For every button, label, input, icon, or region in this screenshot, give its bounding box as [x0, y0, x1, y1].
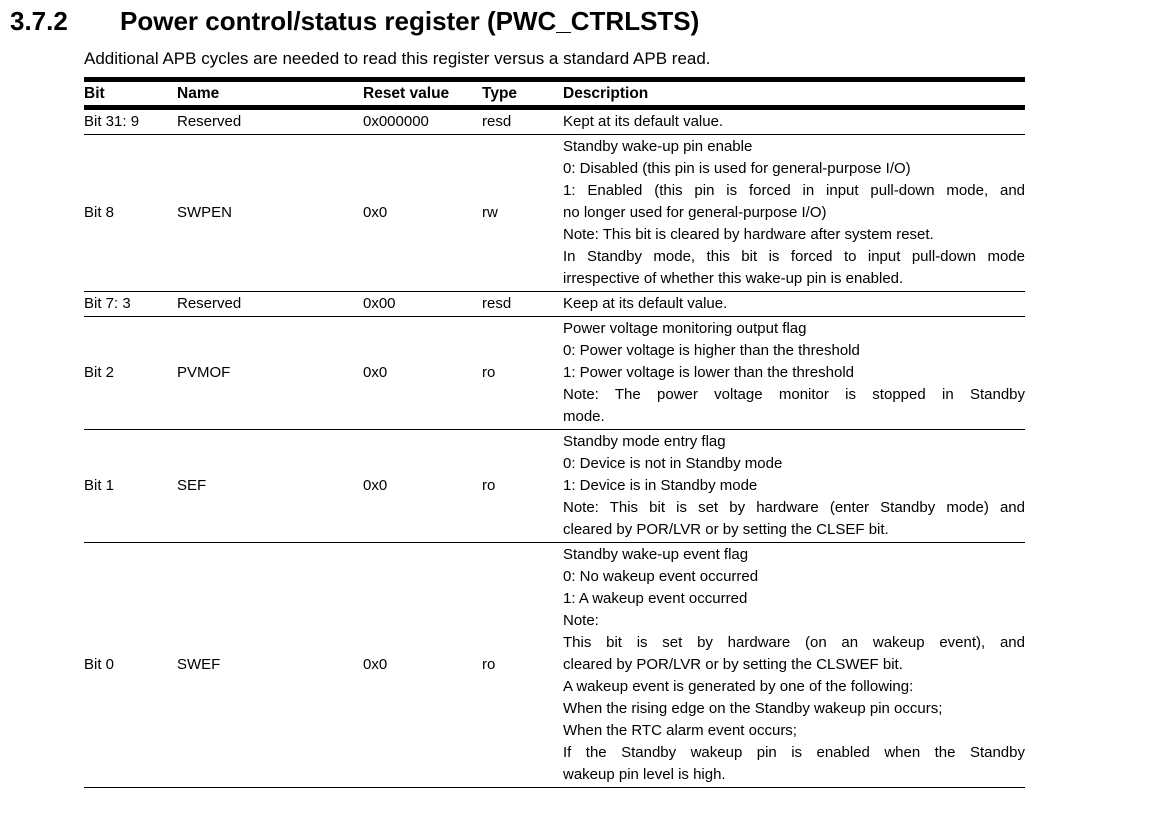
reset-value-cell: 0x0	[363, 477, 388, 494]
table-row-bit7-3	[84, 292, 1025, 317]
type-cell: ro	[482, 656, 496, 673]
bit-cell: Bit 1	[84, 477, 115, 494]
bit-cell: Bit 7: 3	[84, 295, 131, 312]
description-cell	[563, 543, 1025, 788]
section-number: 3.7.2	[10, 6, 68, 36]
desc-line: Power voltage monitoring output flag	[563, 320, 807, 337]
description-cell	[563, 317, 1025, 430]
reset-value-cell: 0x0	[363, 204, 388, 221]
table-row-bit2	[84, 317, 1025, 430]
bit-cell: Bit 8	[84, 204, 115, 221]
desc-line: no longer used for general-purpose I/O)	[563, 204, 827, 221]
desc-line: cleared by POR/LVR or by setting the CLSEF bit.	[563, 521, 889, 538]
desc-line: 0: Disabled (this pin is used for general-purpose I/O)	[563, 160, 911, 177]
desc-line: When the RTC alarm event occurs;	[563, 722, 797, 739]
desc-line: When the rising edge on the Standby wakeup pin occurs;	[563, 700, 943, 717]
desc-line: If the Standby wakeup pin is enabled when the Standby	[563, 744, 1025, 761]
col-header-name: Name	[177, 85, 220, 102]
desc-line: 0: No wakeup event occurred	[563, 568, 759, 585]
table-header	[84, 80, 1025, 108]
desc-line: In Standby mode, this bit is forced to input pull-down mode	[563, 248, 1025, 265]
reset-value-cell: 0x000000	[363, 113, 429, 130]
desc-line: Standby wake-up pin enable	[563, 138, 753, 155]
desc-line: wakeup pin level is high.	[563, 766, 726, 783]
col-header-description: Description	[563, 85, 649, 102]
desc-line: Standby mode entry flag	[563, 433, 726, 450]
desc-line: A wakeup event is generated by one of the following:	[563, 678, 914, 695]
name-cell: Reserved	[177, 295, 242, 312]
desc-line: mode.	[563, 408, 605, 425]
desc-line: 0: Power voltage is higher than the threshold	[563, 342, 860, 359]
table-row-bit1	[84, 430, 1025, 543]
desc-line: 1: Device is in Standby mode	[563, 477, 758, 494]
name-cell: SWEF	[177, 656, 221, 673]
name-cell: SWPEN	[177, 204, 233, 221]
desc-line: Standby wake-up event flag	[563, 546, 749, 563]
desc-line: 1: A wakeup event occurred	[563, 590, 748, 607]
bit-cell: Bit 31: 9	[84, 113, 140, 130]
header-row	[84, 80, 1025, 108]
name-cell: PVMOF	[177, 364, 231, 381]
section-heading	[0, 0, 1152, 36]
register-table	[84, 77, 1025, 788]
desc-line: Note:	[563, 612, 599, 629]
reset-value-cell: 0x00	[363, 295, 396, 312]
col-header-bit: Bit	[84, 85, 105, 102]
bit-cell: Bit 2	[84, 364, 115, 381]
type-cell: ro	[482, 477, 496, 494]
bit-cell: Bit 0	[84, 656, 115, 673]
table-row-bit8	[84, 135, 1025, 292]
desc-line: irrespective of whether this wake-up pin is enabled.	[563, 270, 904, 287]
type-cell: resd	[482, 113, 512, 130]
desc-line: This bit is set by hardware (on an wakeup event), and	[563, 634, 1025, 651]
description-cell	[563, 430, 1025, 543]
desc-line: Note: The power voltage monitor is stopped in Standby	[563, 386, 1025, 403]
name-cell: Reserved	[177, 113, 242, 130]
type-cell: rw	[482, 204, 498, 221]
col-header-reset-value: Reset value	[363, 85, 450, 102]
desc-line: cleared by POR/LVR or by setting the CLSWEF bit.	[563, 656, 903, 673]
reset-value-cell: 0x0	[363, 656, 388, 673]
description-cell	[563, 292, 1025, 317]
reset-value-cell: 0x0	[363, 364, 388, 381]
type-cell: ro	[482, 364, 496, 381]
desc-line: 1: Power voltage is lower than the threshold	[563, 364, 854, 381]
section-title: Power control/status register (PWC_CTRLSTS)	[120, 6, 700, 36]
type-cell: resd	[482, 295, 512, 312]
desc-line: 0: Device is not in Standby mode	[563, 455, 783, 472]
desc-line: Note: This bit is set by hardware (enter Standby mode) and	[563, 499, 1025, 516]
name-cell: SEF	[177, 477, 207, 494]
desc-line: Note: This bit is cleared by hardware after system reset.	[563, 226, 934, 243]
intro-paragraph: Additional APB cycles are needed to read this register versus a standard APB read.	[84, 49, 711, 68]
desc-line: 1: Enabled (this pin is forced in input pull-down mode, and	[563, 182, 1025, 199]
table-body	[84, 108, 1025, 788]
table-row-bit31-9	[84, 108, 1025, 135]
table-row-bit0	[84, 543, 1025, 788]
col-header-type: Type	[482, 85, 518, 102]
desc-line: Keep at its default value.	[563, 295, 728, 312]
description-cell	[563, 108, 1025, 135]
desc-line: Kept at its default value.	[563, 113, 724, 130]
description-cell	[563, 135, 1025, 292]
